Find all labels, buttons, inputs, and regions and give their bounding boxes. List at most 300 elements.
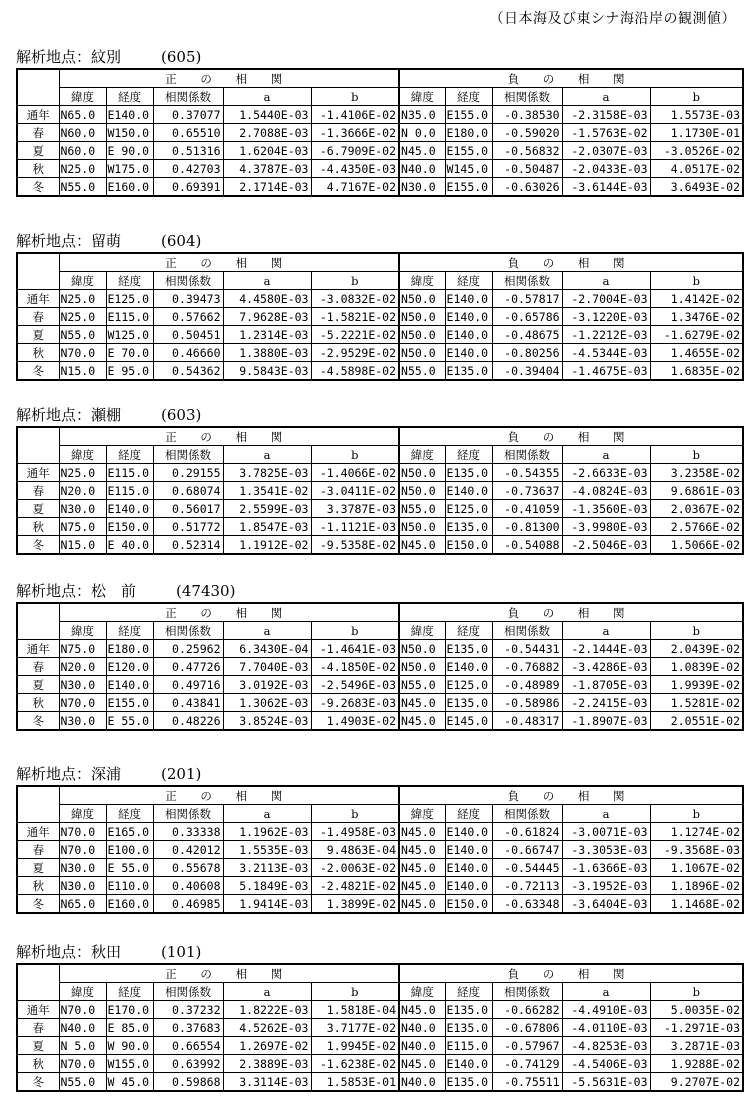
positive-lon-cell: W150.0 xyxy=(106,124,153,142)
positive-coef-cell: 0.54362 xyxy=(153,362,223,381)
negative-lat-cell: N45.0 xyxy=(399,694,445,712)
positive-b-cell: -9.5358E-02 xyxy=(311,536,399,555)
positive-a-cell: 3.7825E-03 xyxy=(223,464,311,482)
season-label: 通年 xyxy=(17,464,59,482)
negative-a-cell: -4.8253E-03 xyxy=(562,1037,650,1055)
positive-group-header: 正 の 相 関 xyxy=(59,427,399,446)
negative-lat-cell: N50.0 xyxy=(399,326,445,344)
negative-lat-cell: N40.0 xyxy=(399,160,445,178)
table-row xyxy=(17,142,743,160)
negative-b-cell: 9.2707E-02 xyxy=(650,1073,743,1092)
positive-coef-cell: 0.37683 xyxy=(153,1019,223,1037)
negative-coef-cell: -0.48675 xyxy=(492,326,562,344)
column-header: 経度 xyxy=(106,88,153,106)
positive-group-header: 正 の 相 関 xyxy=(59,964,399,983)
negative-a-cell: -4.0824E-03 xyxy=(562,482,650,500)
negative-a-cell: -1.8907E-03 xyxy=(562,712,650,731)
positive-a-cell: 7.7040E-03 xyxy=(223,658,311,676)
negative-coef-cell: -0.50487 xyxy=(492,160,562,178)
column-header: 相関係数 xyxy=(153,446,223,464)
table-row xyxy=(17,1073,743,1092)
positive-b-cell: 1.5818E-04 xyxy=(311,1001,399,1019)
positive-lat-cell: N70.0 xyxy=(59,694,106,712)
season-label: 通年 xyxy=(17,1001,59,1019)
negative-lat-cell: N40.0 xyxy=(399,1037,445,1055)
table-row xyxy=(17,344,743,362)
season-label: 冬 xyxy=(17,712,59,731)
column-header: 緯度 xyxy=(59,983,106,1001)
table-row xyxy=(17,1019,743,1037)
negative-b-cell: 1.5573E-03 xyxy=(650,106,743,124)
column-header: b xyxy=(311,983,399,1001)
negative-coef-cell: -0.54445 xyxy=(492,859,562,877)
positive-lon-cell: E125.0 xyxy=(106,290,153,308)
positive-lon-cell: E140.0 xyxy=(106,500,153,518)
positive-lon-cell: W175.0 xyxy=(106,160,153,178)
negative-a-cell: -2.2415E-03 xyxy=(562,694,650,712)
negative-lat-cell: N50.0 xyxy=(399,308,445,326)
negative-lat-cell: N45.0 xyxy=(399,142,445,160)
positive-b-cell: 3.7177E-02 xyxy=(311,1019,399,1037)
positive-b-cell: -1.6238E-02 xyxy=(311,1055,399,1073)
negative-b-cell: 3.6493E-02 xyxy=(650,178,743,197)
positive-lat-cell: N40.0 xyxy=(59,1019,106,1037)
station-name: 解析地点：紋別 xyxy=(16,48,122,66)
column-header: 緯度 xyxy=(59,622,106,640)
negative-lon-cell: E155.0 xyxy=(445,142,492,160)
station-section xyxy=(16,230,742,381)
station-name: 解析地点：瀬棚 xyxy=(16,406,122,424)
positive-lon-cell: E140.0 xyxy=(106,676,153,694)
negative-lat-cell: N30.0 xyxy=(399,178,445,197)
positive-a-cell: 3.2113E-03 xyxy=(223,859,311,877)
station-code: (101) xyxy=(161,943,202,961)
negative-a-cell: -1.4675E-03 xyxy=(562,362,650,381)
negative-a-cell: -1.8705E-03 xyxy=(562,676,650,694)
negative-b-cell: 2.0367E-02 xyxy=(650,500,743,518)
negative-group-header: 負 の 相 関 xyxy=(399,427,743,446)
negative-a-cell: -2.0307E-03 xyxy=(562,142,650,160)
column-header: a xyxy=(562,983,650,1001)
positive-a-cell: 9.5843E-03 xyxy=(223,362,311,381)
negative-b-cell: 1.6835E-02 xyxy=(650,362,743,381)
positive-a-cell: 3.8524E-03 xyxy=(223,712,311,731)
table-row xyxy=(17,326,743,344)
negative-coef-cell: -0.76882 xyxy=(492,658,562,676)
negative-lon-cell: E150.0 xyxy=(445,536,492,555)
column-header: 相関係数 xyxy=(492,446,562,464)
correlation-table xyxy=(16,252,744,381)
negative-lon-cell: E135.0 xyxy=(445,518,492,536)
positive-b-cell: -4.1850E-02 xyxy=(311,658,399,676)
corner-cell xyxy=(17,786,59,823)
season-label: 通年 xyxy=(17,640,59,658)
negative-coef-cell: -0.41059 xyxy=(492,500,562,518)
column-header: 相関係数 xyxy=(153,272,223,290)
positive-coef-cell: 0.46660 xyxy=(153,344,223,362)
negative-coef-cell: -0.48989 xyxy=(492,676,562,694)
positive-lon-cell: E110.0 xyxy=(106,877,153,895)
negative-a-cell: -3.6144E-03 xyxy=(562,178,650,197)
station-name: 解析地点：留萌 xyxy=(16,232,122,250)
correlation-table xyxy=(16,426,744,555)
positive-coef-cell: 0.43841 xyxy=(153,694,223,712)
positive-group-header: 正 の 相 関 xyxy=(59,603,399,622)
negative-b-cell: 2.0551E-02 xyxy=(650,712,743,731)
station-title xyxy=(16,46,742,68)
positive-b-cell: -3.0832E-02 xyxy=(311,290,399,308)
column-header: b xyxy=(311,622,399,640)
season-label: 通年 xyxy=(17,290,59,308)
positive-a-cell: 1.9414E-03 xyxy=(223,895,311,914)
negative-lat-cell: N50.0 xyxy=(399,482,445,500)
negative-a-cell: -1.5763E-02 xyxy=(562,124,650,142)
positive-lat-cell: N 5.0 xyxy=(59,1037,106,1055)
positive-lon-cell: W 45.0 xyxy=(106,1073,153,1092)
positive-coef-cell: 0.55678 xyxy=(153,859,223,877)
negative-coef-cell: -0.54088 xyxy=(492,536,562,555)
positive-a-cell: 1.3062E-03 xyxy=(223,694,311,712)
positive-coef-cell: 0.63992 xyxy=(153,1055,223,1073)
negative-lon-cell: E140.0 xyxy=(445,658,492,676)
column-header: b xyxy=(650,272,743,290)
negative-a-cell: -2.1444E-03 xyxy=(562,640,650,658)
column-header: a xyxy=(223,88,311,106)
negative-b-cell: 1.9939E-02 xyxy=(650,676,743,694)
column-header: 緯度 xyxy=(399,446,445,464)
table-row xyxy=(17,658,743,676)
season-label: 夏 xyxy=(17,1037,59,1055)
table-row xyxy=(17,518,743,536)
column-header: 緯度 xyxy=(59,446,106,464)
negative-b-cell: 1.1896E-02 xyxy=(650,877,743,895)
negative-lat-cell: N45.0 xyxy=(399,1001,445,1019)
negative-lon-cell: W145.0 xyxy=(445,160,492,178)
negative-a-cell: -2.6633E-03 xyxy=(562,464,650,482)
positive-coef-cell: 0.49716 xyxy=(153,676,223,694)
season-label: 春 xyxy=(17,124,59,142)
table-row xyxy=(17,290,743,308)
negative-a-cell: -4.5406E-03 xyxy=(562,1055,650,1073)
positive-b-cell: -2.5496E-03 xyxy=(311,676,399,694)
positive-coef-cell: 0.29155 xyxy=(153,464,223,482)
positive-b-cell: -3.0411E-02 xyxy=(311,482,399,500)
negative-lon-cell: E135.0 xyxy=(445,1073,492,1092)
positive-lon-cell: E140.0 xyxy=(106,106,153,124)
negative-lon-cell: E140.0 xyxy=(445,841,492,859)
negative-lat-cell: N55.0 xyxy=(399,362,445,381)
positive-lat-cell: N25.0 xyxy=(59,308,106,326)
column-header: b xyxy=(650,622,743,640)
positive-a-cell: 2.5599E-03 xyxy=(223,500,311,518)
positive-b-cell: -5.2221E-02 xyxy=(311,326,399,344)
positive-coef-cell: 0.37232 xyxy=(153,1001,223,1019)
negative-a-cell: -4.0110E-03 xyxy=(562,1019,650,1037)
negative-b-cell: 1.5066E-02 xyxy=(650,536,743,555)
negative-lat-cell: N50.0 xyxy=(399,518,445,536)
negative-a-cell: -2.0433E-03 xyxy=(562,160,650,178)
positive-coef-cell: 0.68074 xyxy=(153,482,223,500)
negative-lat-cell: N45.0 xyxy=(399,877,445,895)
positive-coef-cell: 0.56017 xyxy=(153,500,223,518)
positive-b-cell: -6.7909E-02 xyxy=(311,142,399,160)
season-label: 秋 xyxy=(17,694,59,712)
negative-coef-cell: -0.67806 xyxy=(492,1019,562,1037)
positive-coef-cell: 0.33338 xyxy=(153,823,223,841)
negative-lat-cell: N50.0 xyxy=(399,464,445,482)
table-row xyxy=(17,823,743,841)
season-label: 通年 xyxy=(17,823,59,841)
negative-group-header: 負 の 相 関 xyxy=(399,253,743,272)
positive-lat-cell: N30.0 xyxy=(59,859,106,877)
negative-b-cell: 5.0035E-02 xyxy=(650,1001,743,1019)
season-label: 春 xyxy=(17,658,59,676)
column-header: b xyxy=(650,88,743,106)
column-header: a xyxy=(562,88,650,106)
table-row xyxy=(17,536,743,555)
station-code: (47430) xyxy=(176,582,236,600)
negative-lon-cell: E140.0 xyxy=(445,326,492,344)
positive-b-cell: -1.4106E-02 xyxy=(311,106,399,124)
negative-lon-cell: E140.0 xyxy=(445,308,492,326)
season-label: 冬 xyxy=(17,178,59,197)
negative-coef-cell: -0.74129 xyxy=(492,1055,562,1073)
column-header: 相関係数 xyxy=(492,983,562,1001)
negative-b-cell: 1.5281E-02 xyxy=(650,694,743,712)
table-row xyxy=(17,1037,743,1055)
positive-a-cell: 4.5262E-03 xyxy=(223,1019,311,1037)
season-label: 春 xyxy=(17,308,59,326)
positive-lon-cell: W155.0 xyxy=(106,1055,153,1073)
season-label: 冬 xyxy=(17,536,59,555)
positive-a-cell: 2.3889E-03 xyxy=(223,1055,311,1073)
positive-lat-cell: N70.0 xyxy=(59,344,106,362)
negative-b-cell: 1.4655E-02 xyxy=(650,344,743,362)
positive-coef-cell: 0.51316 xyxy=(153,142,223,160)
positive-lat-cell: N70.0 xyxy=(59,841,106,859)
positive-coef-cell: 0.50451 xyxy=(153,326,223,344)
negative-coef-cell: -0.66747 xyxy=(492,841,562,859)
negative-b-cell: 3.2358E-02 xyxy=(650,464,743,482)
column-header: 緯度 xyxy=(59,88,106,106)
positive-lon-cell: E160.0 xyxy=(106,178,153,197)
table-row xyxy=(17,500,743,518)
negative-lat-cell: N55.0 xyxy=(399,676,445,694)
column-header: 経度 xyxy=(106,446,153,464)
column-header: 相関係数 xyxy=(153,622,223,640)
negative-coef-cell: -0.59020 xyxy=(492,124,562,142)
positive-lat-cell: N70.0 xyxy=(59,1055,106,1073)
positive-lon-cell: W 90.0 xyxy=(106,1037,153,1055)
column-header: 経度 xyxy=(445,88,492,106)
negative-coef-cell: -0.39404 xyxy=(492,362,562,381)
station-title xyxy=(16,230,742,252)
table-row xyxy=(17,178,743,197)
negative-b-cell: 1.1274E-02 xyxy=(650,823,743,841)
table-row xyxy=(17,676,743,694)
positive-coef-cell: 0.57662 xyxy=(153,308,223,326)
positive-a-cell: 1.6204E-03 xyxy=(223,142,311,160)
positive-a-cell: 2.7088E-03 xyxy=(223,124,311,142)
negative-lon-cell: E135.0 xyxy=(445,1001,492,1019)
negative-lon-cell: E135.0 xyxy=(445,1019,492,1037)
column-header: b xyxy=(311,446,399,464)
negative-b-cell: 2.5766E-02 xyxy=(650,518,743,536)
negative-group-header: 負 の 相 関 xyxy=(399,964,743,983)
column-header: 相関係数 xyxy=(153,805,223,823)
column-header: 経度 xyxy=(445,446,492,464)
column-header: 相関係数 xyxy=(492,622,562,640)
station-code: (604) xyxy=(161,232,202,250)
positive-a-cell: 1.8222E-03 xyxy=(223,1001,311,1019)
negative-coef-cell: -0.57967 xyxy=(492,1037,562,1055)
positive-b-cell: 9.4863E-04 xyxy=(311,841,399,859)
corner-cell xyxy=(17,427,59,464)
negative-group-header: 負 の 相 関 xyxy=(399,786,743,805)
season-label: 夏 xyxy=(17,142,59,160)
negative-b-cell: 1.3476E-02 xyxy=(650,308,743,326)
positive-coef-cell: 0.42703 xyxy=(153,160,223,178)
negative-b-cell: 2.0439E-02 xyxy=(650,640,743,658)
positive-b-cell: -1.5821E-02 xyxy=(311,308,399,326)
positive-lat-cell: N25.0 xyxy=(59,290,106,308)
positive-b-cell: 3.3787E-03 xyxy=(311,500,399,518)
negative-coef-cell: -0.81300 xyxy=(492,518,562,536)
positive-lat-cell: N75.0 xyxy=(59,518,106,536)
positive-lat-cell: N65.0 xyxy=(59,106,106,124)
column-header: 緯度 xyxy=(399,805,445,823)
positive-lat-cell: N25.0 xyxy=(59,160,106,178)
column-header: a xyxy=(562,622,650,640)
positive-lat-cell: N55.0 xyxy=(59,178,106,197)
negative-b-cell: 9.6861E-03 xyxy=(650,482,743,500)
column-header: 相関係数 xyxy=(153,983,223,1001)
negative-coef-cell: -0.54355 xyxy=(492,464,562,482)
positive-coef-cell: 0.25962 xyxy=(153,640,223,658)
negative-b-cell: 1.1730E-01 xyxy=(650,124,743,142)
column-header: 経度 xyxy=(445,622,492,640)
positive-lat-cell: N65.0 xyxy=(59,895,106,914)
positive-a-cell: 2.1714E-03 xyxy=(223,178,311,197)
negative-lon-cell: E140.0 xyxy=(445,877,492,895)
table-row xyxy=(17,895,743,914)
positive-lon-cell: E 55.0 xyxy=(106,859,153,877)
station-title xyxy=(16,763,742,785)
positive-lat-cell: N20.0 xyxy=(59,658,106,676)
season-label: 夏 xyxy=(17,326,59,344)
table-row xyxy=(17,694,743,712)
correlation-table xyxy=(16,68,744,197)
negative-b-cell: 1.9288E-02 xyxy=(650,1055,743,1073)
positive-a-cell: 6.3430E-04 xyxy=(223,640,311,658)
negative-b-cell: -1.6279E-02 xyxy=(650,326,743,344)
season-label: 春 xyxy=(17,841,59,859)
negative-lon-cell: E115.0 xyxy=(445,1037,492,1055)
column-header: 経度 xyxy=(445,805,492,823)
negative-b-cell: 1.0839E-02 xyxy=(650,658,743,676)
season-label: 秋 xyxy=(17,877,59,895)
column-header: 相関係数 xyxy=(492,88,562,106)
table-row xyxy=(17,1055,743,1073)
table-row xyxy=(17,877,743,895)
positive-lon-cell: E150.0 xyxy=(106,518,153,536)
positive-lon-cell: E120.0 xyxy=(106,658,153,676)
negative-a-cell: -3.3053E-03 xyxy=(562,841,650,859)
column-header: a xyxy=(223,272,311,290)
positive-b-cell: 4.7167E-02 xyxy=(311,178,399,197)
positive-lon-cell: E155.0 xyxy=(106,694,153,712)
station-section xyxy=(16,46,742,197)
column-header: 経度 xyxy=(106,805,153,823)
positive-lat-cell: N75.0 xyxy=(59,640,106,658)
positive-a-cell: 1.5535E-03 xyxy=(223,841,311,859)
positive-coef-cell: 0.40608 xyxy=(153,877,223,895)
negative-coef-cell: -0.75511 xyxy=(492,1073,562,1092)
positive-coef-cell: 0.52314 xyxy=(153,536,223,555)
station-title xyxy=(16,404,742,426)
positive-group-header: 正 の 相 関 xyxy=(59,253,399,272)
table-row xyxy=(17,640,743,658)
column-header: 相関係数 xyxy=(153,88,223,106)
negative-coef-cell: -0.57817 xyxy=(492,290,562,308)
negative-a-cell: -3.1952E-03 xyxy=(562,877,650,895)
negative-lat-cell: N45.0 xyxy=(399,895,445,914)
positive-a-cell: 7.9628E-03 xyxy=(223,308,311,326)
positive-b-cell: -1.3666E-02 xyxy=(311,124,399,142)
negative-lon-cell: E155.0 xyxy=(445,178,492,197)
negative-b-cell: -1.2971E-03 xyxy=(650,1019,743,1037)
negative-coef-cell: -0.54431 xyxy=(492,640,562,658)
positive-lat-cell: N25.0 xyxy=(59,464,106,482)
column-header: 経度 xyxy=(445,983,492,1001)
positive-lat-cell: N60.0 xyxy=(59,142,106,160)
negative-group-header: 負 の 相 関 xyxy=(399,603,743,622)
station-section xyxy=(16,763,742,914)
season-label: 春 xyxy=(17,482,59,500)
negative-lon-cell: E145.0 xyxy=(445,712,492,731)
negative-coef-cell: -0.65786 xyxy=(492,308,562,326)
station-code: (605) xyxy=(161,48,202,66)
positive-coef-cell: 0.39473 xyxy=(153,290,223,308)
positive-b-cell: -1.1121E-03 xyxy=(311,518,399,536)
positive-lon-cell: E 95.0 xyxy=(106,362,153,381)
station-code: (603) xyxy=(161,406,202,424)
positive-coef-cell: 0.46985 xyxy=(153,895,223,914)
negative-coef-cell: -0.63026 xyxy=(492,178,562,197)
negative-lon-cell: E135.0 xyxy=(445,694,492,712)
negative-lat-cell: N50.0 xyxy=(399,658,445,676)
positive-lon-cell: E 70.0 xyxy=(106,344,153,362)
positive-b-cell: -2.0063E-02 xyxy=(311,859,399,877)
negative-coef-cell: -0.56832 xyxy=(492,142,562,160)
negative-coef-cell: -0.38530 xyxy=(492,106,562,124)
season-label: 冬 xyxy=(17,362,59,381)
negative-a-cell: -3.0071E-03 xyxy=(562,823,650,841)
negative-lat-cell: N35.0 xyxy=(399,106,445,124)
negative-coef-cell: -0.48317 xyxy=(492,712,562,731)
table-row xyxy=(17,362,743,381)
table-row xyxy=(17,308,743,326)
negative-b-cell: 1.1067E-02 xyxy=(650,859,743,877)
negative-a-cell: -2.7004E-03 xyxy=(562,290,650,308)
negative-lon-cell: E180.0 xyxy=(445,124,492,142)
positive-lon-cell: E 55.0 xyxy=(106,712,153,731)
station-section xyxy=(16,404,742,555)
column-header: a xyxy=(562,446,650,464)
column-header: a xyxy=(223,446,311,464)
negative-lon-cell: E135.0 xyxy=(445,640,492,658)
positive-lon-cell: E 85.0 xyxy=(106,1019,153,1037)
